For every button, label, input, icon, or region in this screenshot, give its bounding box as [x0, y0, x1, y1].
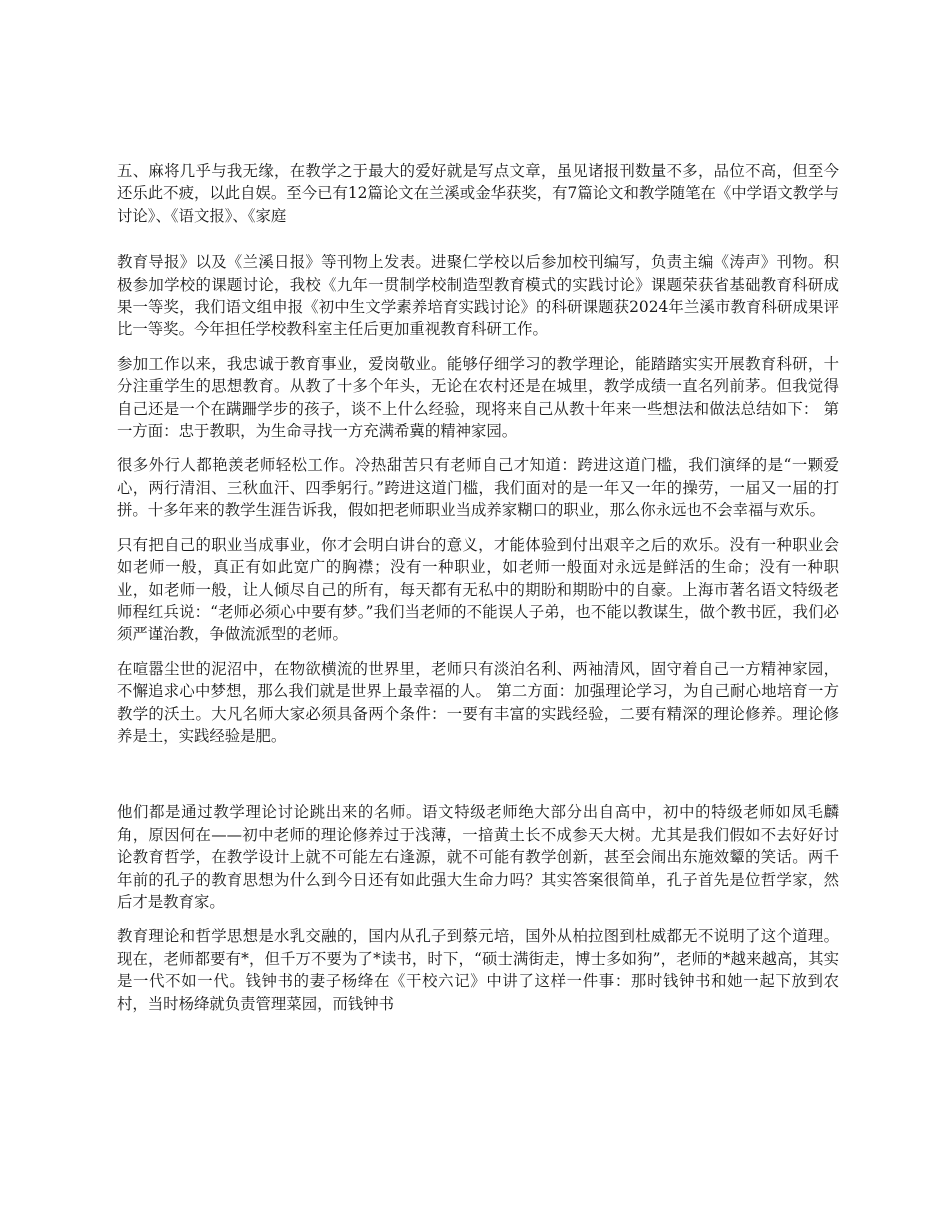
- paragraph-1: 五、麻将几乎与我无缘，在教学之于最大的爱好就是写点文章，虽见诸报刊数量不多，品位不高，但至今还乐此不疲，以此自娱。至今已有12篇论文在兰溪或金华获奖，有7篇论文和教学随笔在《中学语文教学与讨论》、《语文报》、《家庭: [117, 162, 839, 225]
- document-body: [117, 160, 839, 1027]
- section-gap: [117, 759, 839, 801]
- paragraph-2: 教育导报》以及《兰溪日报》等刊物上发表。进聚仁学校以后参加校刊编写，负责主编《涛声》刊物。积极参加学校的课题讨论，我校《九年一贯制学校制造型教育模式的实践讨论》课题荣获省基础教育科研成果一等奖，我们语文组申报《初中生文学素养培育实践讨论》的科研课题获2024年兰溪市教育科研成果评比一等奖。今年担任学校教科室主任后更加重视教育科研工作。: [117, 253, 839, 339]
- paragraph-4: 很多外行人都艳羡老师轻松工作。冷热甜苦只有老师自己才知道：跨进这道门槛，我们演绎的是“一颗爱心，两行清泪、三秋血汗、四季躬行。”跨进这道门槛，我们面对的是一年又一年的操劳，一届又一届的打拼。十多年来的教学生涯告诉我，假如把老师职业当成养家糊口的职业，那么你永远也不会幸福与欢乐。: [117, 456, 839, 520]
- paragraph-7: 他们都是通过教学理论讨论跳出来的名师。语文特级老师绝大部分出自高中，初中的特级老师如凤毛麟角，原因何在——初中老师的理论修养过于浅薄，一揞黄土长不成参天大树。尤其是我们假如不去好好讨论教育哲学，在教学设计上就不可能左右逢源，就不可能有教学创新，甚至会闹出东施效颦的笑话。两千年前的孔子的教育思想为什么到今日还有如此强大生命力吗？其实答案很简单，孔子首先是位哲学家，然后才是教育家。: [117, 803, 839, 911]
- paragraph-8: 教育理论和哲学思想是水乳交融的，国内从孔子到蔡元培，国外从柏拉图到杜威都无不说明了这个道理。 现在，老师都要有*，但千万不要为了*读书，时下，“硕士满街走，博士多如狗”，老师的*越来越高，其实是一代不如一代。钱钟书的妻子杨绛在《干校六记》中讲了这样一件事：那时钱钟书和她一起下放到农村，当时杨绛就负责管理菜园，而钱钟书: [117, 927, 839, 1013]
- paragraph-6: 在喧嚣尘世的泥沼中，在物欲横流的世界里，老师只有淡泊名利、两袖清风，固守着自己一方精神家园，不懈追求心中梦想，那么我们就是世界上最幸福的人。 第二方面：加强理论学习，为自己耐心地培育一方教学的沃土。大凡名师大家必须具备两个条件：一要有丰富的实践经验，二要有精深的理论修养。理论修养是土，实践经验是肥。: [117, 659, 839, 745]
- paragraph-5: 只有把自己的职业当成事业，你才会明白讲台的意义，才能体验到付出艰辛之后的欢乐。没有一种职业会如老师一般，真正有如此宽广的胸襟；没有一种职业，如老师一般面对永远是鲜活的生命；没有一种职业，如老师一般，让人倾尽自己的所有，每天都有无私中的期盼和期盼中的自豪。上海市著名语文特级老师程红兵说：“老师必须心中要有梦。”我们当老师的不能误人子弟，也不能以教谋生，做个教书匠，我们必须严谨治教，争做流派型的老师。: [117, 535, 839, 644]
- paragraph-3: 参加工作以来，我忠诚于教育事业，爱岗敬业。能够仔细学习的教学理论，能踏踏实实开展教育科研，十分注重学生的思想教育。从教了十多个年头，无论在农村还是在城里，教学成绩一直名列前茅。但我觉得自己还是一个在蹒跚学步的孩子，谈不上什么经验，现将来自己从教十年来一些想法和做法总结如下： 第一方面：忠于教职，为生命寻找一方充满希冀的精神家园。: [117, 354, 839, 441]
- paragraph-gap: [117, 239, 839, 251]
